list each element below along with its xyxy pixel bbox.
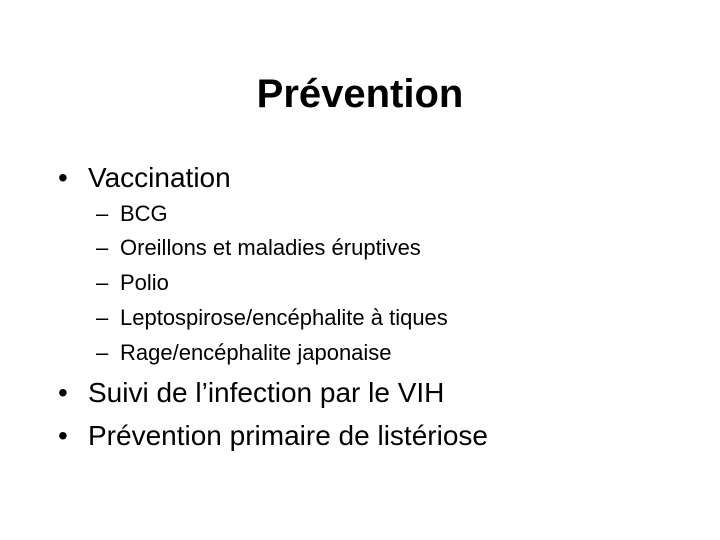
sub-item-text: Oreillons et maladies éruptives: [120, 235, 421, 260]
sub-item-text: Rage/encéphalite japonaise: [120, 340, 392, 365]
bullet-item-vaccination: [58, 162, 231, 194]
sub-item-text: Polio: [120, 270, 169, 295]
sub-item-text: BCG: [120, 201, 168, 226]
bullet-icon: •: [58, 420, 68, 451]
dash-icon: –: [96, 235, 109, 260]
sub-item-oreillons: [96, 235, 421, 261]
sub-item-text: Leptospirose/encéphalite à tiques: [120, 305, 448, 330]
sub-item-bcg: [96, 201, 168, 227]
dash-icon: –: [96, 340, 109, 365]
dash-icon: –: [96, 201, 109, 226]
bullet-text: Vaccination: [88, 162, 231, 193]
slide-title: Prévention: [256, 72, 464, 116]
dash-icon: –: [96, 270, 109, 295]
dash-icon: –: [96, 305, 109, 330]
bullet-icon: •: [58, 377, 68, 408]
sub-item-rage: [96, 340, 392, 366]
sub-item-leptospirose: [96, 305, 448, 331]
bullet-text: Prévention primaire de listériose: [88, 420, 488, 451]
bullet-item-suivi-vih: [58, 377, 444, 409]
sub-item-polio: [96, 270, 169, 296]
bullet-item-listeriose: [58, 420, 488, 452]
bullet-icon: •: [58, 162, 68, 193]
bullet-text: Suivi de l’infection par le VIH: [88, 377, 445, 408]
